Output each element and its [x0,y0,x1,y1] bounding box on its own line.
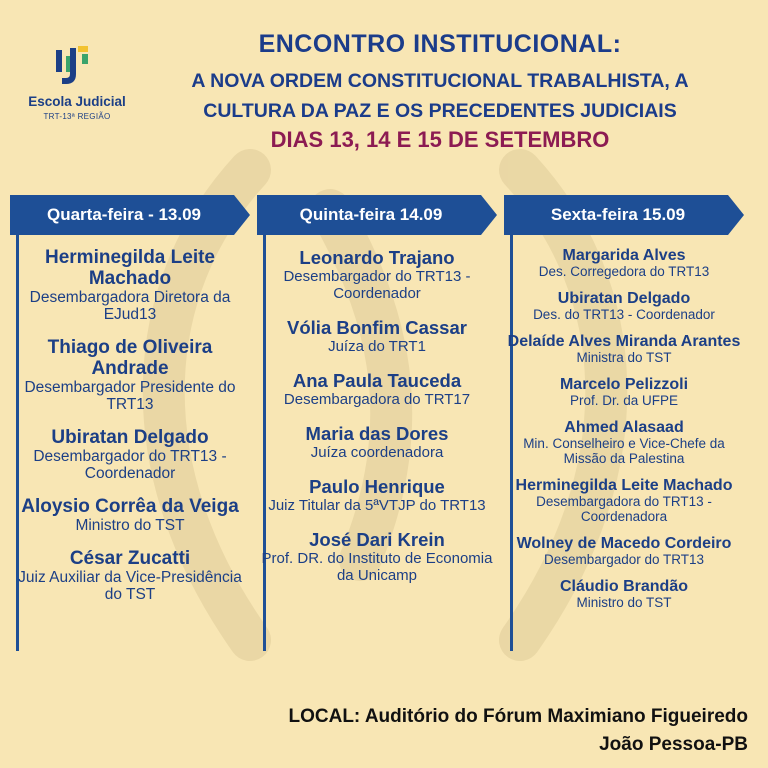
event-subtitle-line-1: A NOVA ORDEM CONSTITUCIONAL TRABALHISTA, A [191,70,689,92]
speaker-role: Des. do TRT13 - Coordenador [533,307,715,322]
day-column-thursday [257,195,497,655]
speaker-role: Desembargadora do TRT13 - Coordenadora [536,494,712,524]
speaker-name: Herminegilda Leite Machado [515,477,733,494]
day-column-friday [504,195,744,655]
speaker [257,476,497,514]
speaker-role: Prof. DR. do Instituto de Economia da Unicamp [261,550,493,584]
speaker-role: Juiz Titular da 5ªVTJP do TRT13 [268,497,486,514]
speaker-name: Wolney de Macedo Cordeiro [516,535,732,552]
day-tab [504,195,744,235]
speaker [10,496,250,534]
speaker-name: José Dari Krein [309,529,445,550]
day-tab [257,195,497,235]
speaker-role: Desembargadora Diretora da EJud13 [29,289,231,323]
speaker-role: Des. Corregedora do TRT13 [538,264,710,279]
logo-name: Escola Judicial [28,94,126,109]
speaker [504,376,744,408]
speaker-role: Desembargador do TRT13 [543,552,705,567]
speaker-name: Thiago de Oliveira Andrade [47,337,213,379]
speaker-name: Leonardo Trajano [299,247,455,268]
speaker-role: Prof. Dr. da UFPE [569,393,679,408]
escola-judicial-logo-icon [54,42,100,92]
day-label: Quinta-feira 14.09 [299,205,443,224]
speaker [504,535,744,567]
speaker-role: Desembargador do TRT13 - Coordenador [33,448,227,482]
speaker [504,578,744,610]
city-text: João Pessoa-PB [599,734,748,755]
speaker-role: Ministro do TST [576,595,672,610]
event-title: ENCONTRO INSTITUCIONAL: [258,30,622,58]
speaker-role: Ministra do TST [576,350,672,365]
speaker-role: Desembargadora do TRT17 [283,391,471,408]
speaker [504,333,744,365]
speaker-role: Juiz Auxiliar da Vice-Presidência do TST [18,569,242,603]
speaker-name: Ubiratan Delgado [557,290,691,307]
speaker [504,419,744,466]
speaker-name: Ubiratan Delgado [51,427,209,448]
speaker [257,247,497,302]
speaker-role: Juíza do TRT1 [328,338,426,355]
day-label: Sexta-feira 15.09 [550,205,686,224]
event-dates: DIAS 13, 14 E 15 DE SETEMBRO [270,127,610,152]
speaker [257,370,497,408]
day-column-wednesday [10,195,250,655]
speaker-name: Ahmed Alasaad [564,419,684,436]
speaker-role: Desembargador do TRT13 - Coordenador [283,268,471,302]
speaker-role: Min. Conselheiro e Vice-Chefe da Missão da Palestina [523,436,725,466]
logo [22,42,132,132]
speaker-name: Marcelo Pelizzoli [559,376,689,393]
speaker [10,337,250,413]
logo-subtitle: TRT-13ª REGIÃO [43,112,111,121]
speaker-name: César Zucatti [69,548,191,569]
event-subtitle [130,66,750,126]
speaker [257,423,497,461]
speaker [504,247,744,279]
speaker-name: Paulo Henrique [309,476,445,497]
speaker [257,317,497,355]
speaker-name: Aloysio Corrêa da Veiga [21,496,239,517]
event-subtitle-line-2: CULTURA DA PAZ E OS PRECEDENTES JUDICIAIS [203,100,677,122]
location-text: LOCAL: Auditório do Fórum Maximiano Figueiredo [288,706,748,727]
speaker [10,427,250,482]
speaker-name: Herminegilda Leite Machado [45,247,215,289]
speaker-name: Margarida Alves [562,247,686,264]
speaker-name: Ana Paula Tauceda [292,370,462,391]
day-tab [10,195,250,235]
speaker-name: Vólia Bonfim Cassar [287,317,467,338]
speaker-role: Juíza coordenadora [310,444,444,461]
speaker-name: Cláudio Brandão [559,578,688,595]
speaker [504,477,744,524]
speaker [10,247,250,323]
day-label: Quarta-feira - 13.09 [46,205,201,224]
speaker [10,548,250,603]
speaker [504,290,744,322]
speaker-name: Delaíde Alves Miranda Arantes [507,333,741,350]
speaker [257,529,497,584]
speaker-name: Maria das Dores [305,423,449,444]
speaker-role: Ministro do TST [75,517,185,534]
speaker-role: Desembargador Presidente do TRT13 [24,379,236,413]
